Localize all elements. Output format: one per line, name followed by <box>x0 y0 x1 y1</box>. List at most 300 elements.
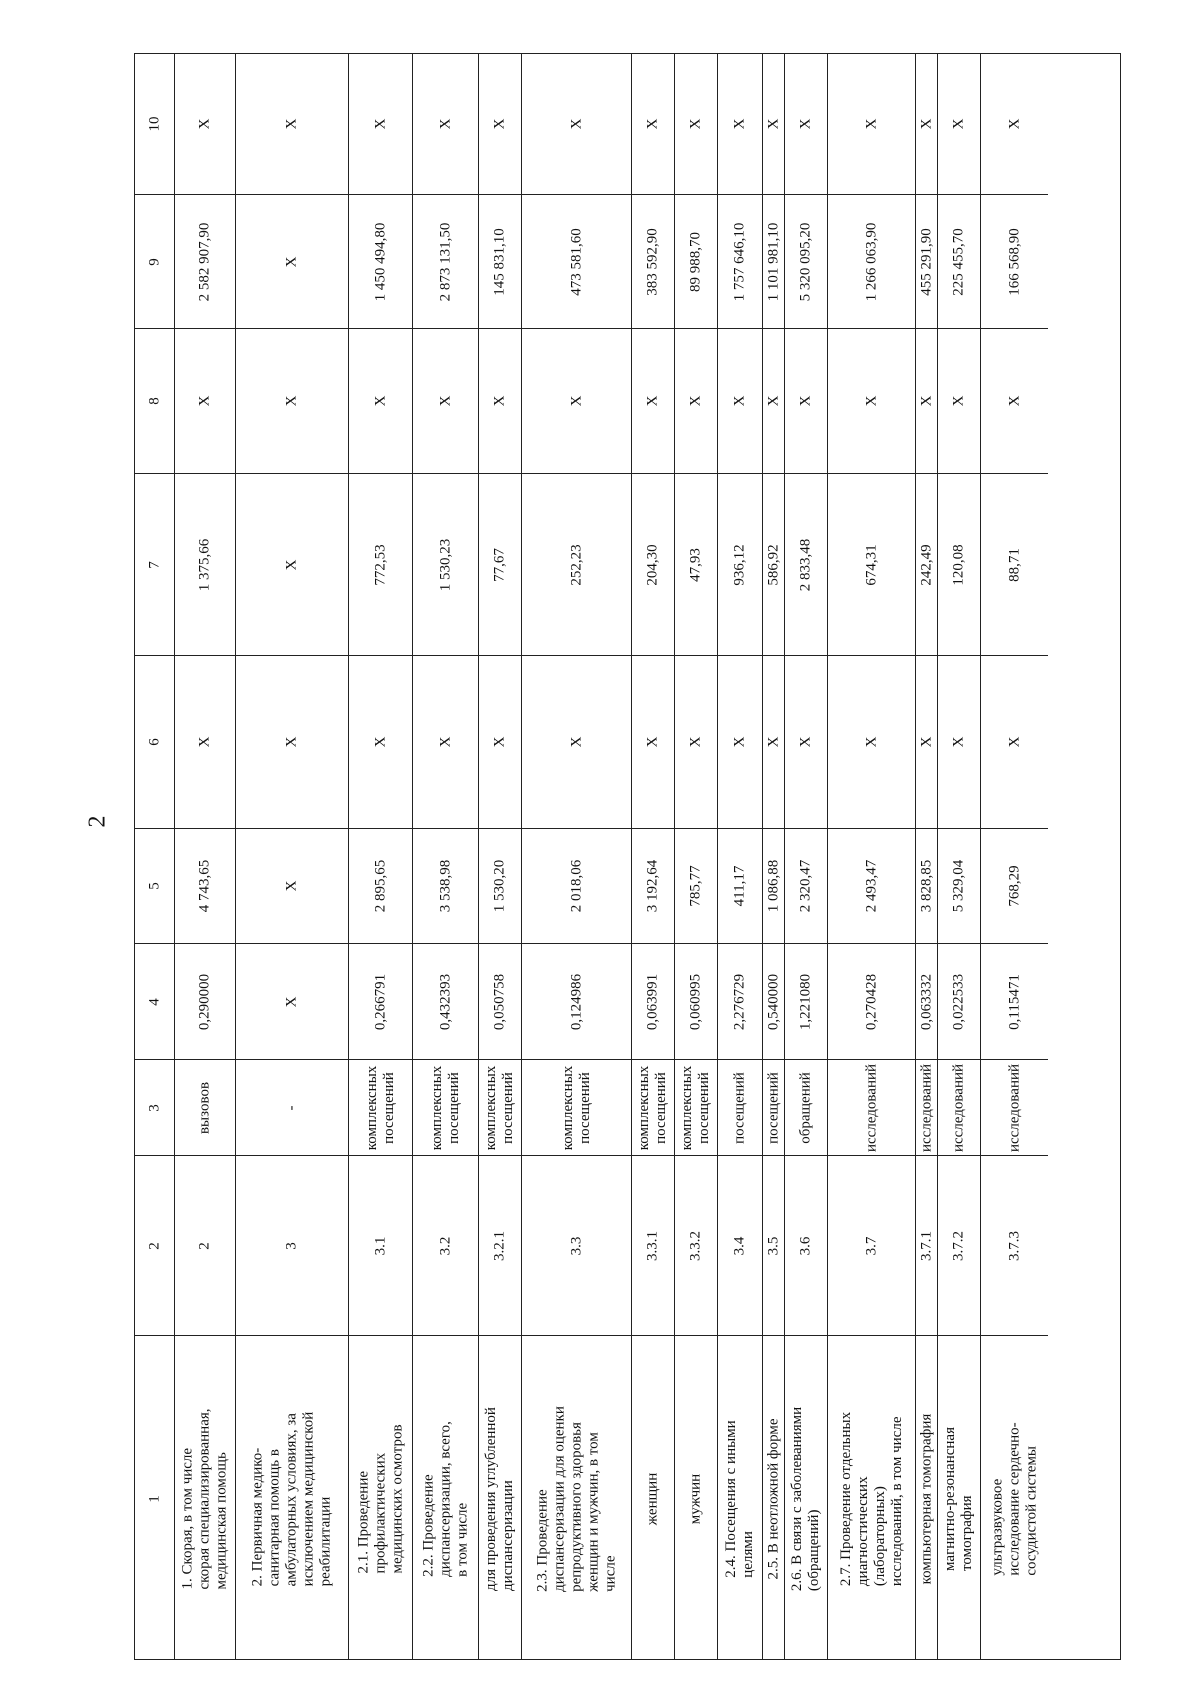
table-cell <box>828 655 915 828</box>
cell-text: 4 <box>146 997 162 1006</box>
cell-text: 2.6. В связи с заболеваниями (обращений) <box>789 1406 822 1591</box>
table-row <box>479 54 522 1659</box>
table-cell <box>135 473 174 655</box>
table-row <box>785 54 828 1659</box>
cell-text: 3.3 <box>568 1236 584 1255</box>
table-cell <box>236 194 348 328</box>
cell-text: 0,540000 <box>765 973 781 1030</box>
table-cell <box>828 328 915 473</box>
cell-text: 4 743,65 <box>196 859 213 913</box>
cell-text: 2 582 907,90 <box>196 222 213 301</box>
table-cell <box>718 1335 762 1661</box>
cell-text: 2 833,48 <box>797 538 814 591</box>
cell-text: X <box>437 118 453 130</box>
table-cell <box>785 473 827 655</box>
table-cell <box>763 655 784 828</box>
cell-text: 1 101 981,10 <box>765 222 781 301</box>
table-cell <box>785 1155 827 1335</box>
table-cell <box>916 828 937 943</box>
cell-text: 88,71 <box>1006 547 1022 582</box>
cell-text: 3.7 <box>863 1236 879 1255</box>
cell-text: X <box>765 118 781 130</box>
table-cell <box>718 328 762 473</box>
cell-text: X <box>568 395 584 407</box>
table-cell <box>479 1155 521 1335</box>
table-cell <box>522 328 631 473</box>
cell-text: 8 <box>146 397 162 405</box>
table-cell <box>828 1059 915 1155</box>
table-cell <box>763 1335 784 1661</box>
cell-text: 3 538,98 <box>437 859 453 913</box>
table-cell <box>135 1335 174 1661</box>
cell-text: комплексных посещений <box>636 1065 669 1150</box>
table-row <box>522 54 632 1659</box>
table-cell <box>413 54 478 194</box>
table-cell <box>175 943 235 1059</box>
table-cell <box>718 943 762 1059</box>
table-cell <box>675 328 717 473</box>
table-cell <box>718 473 762 655</box>
table-cell <box>828 1335 915 1661</box>
table-cell <box>175 194 235 328</box>
table-cell <box>349 54 412 194</box>
cell-text: X <box>1006 395 1022 407</box>
cell-text: 2. Первичная медико- санитарная помощь в амбулаторных условиях, за исключением медицинской реабилитации <box>249 1411 334 1586</box>
cell-text: 1,221080 <box>797 973 814 1030</box>
table-cell <box>632 828 674 943</box>
cell-text: 3 192,64 <box>644 859 661 913</box>
cell-text: 3.4 <box>731 1236 748 1255</box>
table-cell <box>763 328 784 473</box>
cell-text: 0,124986 <box>568 973 584 1030</box>
cell-text: женщин <box>644 1472 661 1525</box>
cell-text: X <box>863 395 879 407</box>
table-cell <box>522 194 631 328</box>
table-cell <box>981 655 1048 828</box>
cell-text: 2.1. Проведение профилактических медицинских осмотров <box>355 1423 405 1574</box>
cell-text: 1 530,20 <box>491 859 508 913</box>
cell-text: 6 <box>146 738 162 746</box>
cell-text: вызовов <box>196 1081 213 1134</box>
table-cell <box>763 194 784 328</box>
cell-text: 2.3. Проведение диспансеризации для оценки репродуктивного здоровья женщин и мужчин, в том числе <box>534 1405 618 1592</box>
table-cell <box>522 1059 631 1155</box>
cell-text: 1. Скорая, в том числе скорая специализированная, медицинская помощь <box>179 1407 230 1590</box>
table-cell <box>916 194 937 328</box>
cell-text: 5 <box>146 882 162 890</box>
table-cell <box>785 328 827 473</box>
table-cell <box>916 943 937 1059</box>
cell-text: X <box>1006 118 1022 130</box>
table-cell <box>981 828 1048 943</box>
table-cell <box>175 54 235 194</box>
cell-text: посещений <box>765 1071 781 1144</box>
table-cell <box>135 943 174 1059</box>
cell-text: 0,050758 <box>491 973 508 1030</box>
cell-text: X <box>196 395 213 407</box>
table-cell <box>236 943 348 1059</box>
table-cell <box>522 1155 631 1335</box>
table-cell <box>236 828 348 943</box>
cell-text: 242,49 <box>918 543 934 586</box>
table-cell <box>479 943 521 1059</box>
cell-text: 3.3.1 <box>644 1230 661 1261</box>
table-cell <box>675 1335 717 1661</box>
table-cell <box>135 828 174 943</box>
table-row <box>413 54 479 1659</box>
table-cell <box>236 328 348 473</box>
cell-text: 3.2.1 <box>491 1230 508 1261</box>
table-cell <box>763 473 784 655</box>
table-cell <box>135 54 174 194</box>
table-cell <box>479 54 521 194</box>
table-row <box>763 54 785 1659</box>
table-cell <box>938 328 980 473</box>
table-cell <box>413 655 478 828</box>
cell-text: X <box>283 996 300 1007</box>
cell-text: исследований <box>950 1063 967 1152</box>
cell-text: 0,270428 <box>863 973 879 1030</box>
cell-text: 3 828,85 <box>918 859 934 913</box>
cell-text: 2 <box>196 1241 213 1250</box>
cell-text: 3.7.1 <box>918 1230 934 1261</box>
table-cell <box>916 328 937 473</box>
cell-text: 5 320 095,20 <box>797 222 814 301</box>
cell-text: X <box>863 118 879 130</box>
cell-text: X <box>644 118 661 130</box>
cell-text: X <box>196 118 213 130</box>
table-cell <box>135 655 174 828</box>
cell-text: X <box>372 118 388 130</box>
cell-text: 3.5 <box>765 1236 781 1255</box>
cell-text: мужчин <box>687 1473 704 1524</box>
cell-text: X <box>283 395 300 407</box>
table-cell <box>785 54 827 194</box>
cell-text: X <box>372 736 388 748</box>
table-cell <box>413 328 478 473</box>
table-cell <box>718 1155 762 1335</box>
table-cell <box>675 1155 717 1335</box>
table-cell <box>175 473 235 655</box>
table-cell <box>522 943 631 1059</box>
cell-text: X <box>568 118 584 130</box>
table-cell <box>632 328 674 473</box>
table-cell <box>916 1155 937 1335</box>
cell-text: 1 757 646,10 <box>731 222 748 301</box>
table-cell <box>938 1155 980 1335</box>
table-cell <box>675 194 717 328</box>
cell-text: X <box>491 736 508 748</box>
cell-text: 0,432393 <box>437 973 453 1030</box>
cell-text: X <box>196 736 213 748</box>
table-cell <box>938 473 980 655</box>
table-cell <box>763 1059 784 1155</box>
table-row <box>828 54 916 1659</box>
table-cell <box>828 943 915 1059</box>
cell-text: X <box>1006 736 1022 748</box>
cell-text: 1 375,66 <box>196 538 213 591</box>
cell-text: 2 493,47 <box>863 859 879 913</box>
table-cell <box>718 1059 762 1155</box>
cell-text: X <box>687 736 704 748</box>
cell-text: 145 831,10 <box>491 227 508 296</box>
table-row <box>718 54 763 1659</box>
table-cell <box>413 1335 478 1661</box>
cell-text: 2 <box>146 1241 162 1250</box>
table-cell <box>175 655 235 828</box>
table-cell <box>916 54 937 194</box>
table-cell <box>785 828 827 943</box>
table-row <box>632 54 675 1659</box>
table-cell <box>479 1335 521 1661</box>
cell-text: 252,23 <box>568 543 584 586</box>
cell-text: 3.7.2 <box>950 1230 967 1261</box>
cell-text: X <box>918 736 934 748</box>
table-cell <box>175 1155 235 1335</box>
cell-text: X <box>283 880 300 892</box>
cell-text: 936,12 <box>731 543 748 586</box>
table-cell <box>916 1059 937 1155</box>
table-cell <box>413 1059 478 1155</box>
table-cell <box>675 54 717 194</box>
cell-text: 0,290000 <box>196 973 213 1030</box>
cell-text: 47,93 <box>687 547 704 582</box>
cell-text: 89 988,70 <box>687 231 704 292</box>
table-cell <box>413 943 478 1059</box>
table-cell <box>479 655 521 828</box>
table-cell <box>349 1335 412 1661</box>
cell-text: 120,08 <box>950 543 967 586</box>
table-cell <box>981 1059 1048 1155</box>
table-cell <box>632 1335 674 1661</box>
table-cell <box>763 54 784 194</box>
cell-text: для проведения углубленной диспансеризации <box>483 1406 516 1591</box>
table-cell <box>479 1059 521 1155</box>
cell-text: 586,92 <box>765 543 781 586</box>
cell-text: 2,276729 <box>731 973 748 1030</box>
cell-text: 166 568,90 <box>1006 227 1022 296</box>
cell-text: компьютерная томография <box>918 1413 934 1584</box>
cell-text: 3 <box>283 1241 300 1250</box>
cell-text: 674,31 <box>863 543 879 586</box>
cell-text: 785,77 <box>687 865 704 907</box>
table-row <box>175 54 236 1659</box>
cell-text: X <box>437 736 453 748</box>
table-cell <box>632 194 674 328</box>
cell-text: исследований <box>1006 1063 1022 1152</box>
cell-text: X <box>950 395 967 407</box>
cell-text: исследований <box>863 1063 879 1152</box>
table-cell <box>413 1155 478 1335</box>
table-cell <box>981 194 1048 328</box>
cell-text: X <box>491 118 508 130</box>
table-cell <box>675 655 717 828</box>
table-cell <box>135 328 174 473</box>
cell-text: 3.3.2 <box>687 1230 704 1261</box>
table-cell <box>522 54 631 194</box>
cell-text: X <box>797 395 814 407</box>
cell-text: 0,115471 <box>1006 973 1022 1030</box>
table-cell <box>349 1155 412 1335</box>
table-row <box>236 54 349 1659</box>
table-cell <box>413 194 478 328</box>
table-cell <box>632 1059 674 1155</box>
cell-text: магнитно-резонансная томография <box>942 1426 975 1571</box>
cell-text: 1 530,23 <box>437 538 453 591</box>
table-cell <box>135 1059 174 1155</box>
table-row <box>349 54 413 1659</box>
table-cell <box>479 328 521 473</box>
table-cell <box>236 1155 348 1335</box>
table-cell <box>981 1155 1048 1335</box>
cell-text: X <box>372 395 388 407</box>
table-cell <box>236 1059 348 1155</box>
table-cell <box>675 943 717 1059</box>
cell-text: X <box>765 395 781 407</box>
table-cell <box>763 828 784 943</box>
table-cell <box>981 473 1048 655</box>
table-cell <box>828 194 915 328</box>
table-cell <box>828 828 915 943</box>
table-cell <box>479 473 521 655</box>
table-cell <box>785 943 827 1059</box>
table-cell <box>349 328 412 473</box>
table-cell <box>785 655 827 828</box>
cell-text: 3.2 <box>437 1236 453 1255</box>
table-cell <box>938 655 980 828</box>
cell-text: 0,063332 <box>918 973 934 1030</box>
table-cell <box>763 1155 784 1335</box>
table-cell <box>413 828 478 943</box>
cell-text: комплексных посещений <box>483 1065 516 1150</box>
table-cell <box>135 1155 174 1335</box>
cell-text: комплексных посещений <box>679 1065 712 1150</box>
table-row <box>981 54 1048 1659</box>
cell-text: 9 <box>146 257 162 266</box>
table-cell <box>916 1335 937 1661</box>
table-row <box>916 54 938 1659</box>
cell-text: 768,29 <box>1006 865 1022 907</box>
cell-text: X <box>491 395 508 407</box>
table-cell <box>236 54 348 194</box>
table-cell <box>349 943 412 1059</box>
table-cell <box>632 1155 674 1335</box>
table-row <box>675 54 718 1659</box>
cell-text: 3.6 <box>797 1236 814 1255</box>
table-cell <box>632 54 674 194</box>
table-cell <box>675 828 717 943</box>
table-cell <box>718 828 762 943</box>
table-cell <box>349 1059 412 1155</box>
cell-text: X <box>568 736 584 748</box>
cell-text: 3.1 <box>372 1236 388 1255</box>
table-cell <box>175 1059 235 1155</box>
table-cell <box>828 1155 915 1335</box>
cell-text: обращений <box>797 1071 814 1144</box>
table-cell <box>718 54 762 194</box>
cell-text: 455 291,90 <box>918 227 934 296</box>
cell-text: комплексных посещений <box>428 1065 462 1150</box>
table-cell <box>938 828 980 943</box>
table-cell <box>349 655 412 828</box>
table-cell <box>916 473 937 655</box>
cell-text: X <box>283 736 300 748</box>
table-cell <box>632 943 674 1059</box>
table-cell <box>675 473 717 655</box>
table-cell <box>175 328 235 473</box>
cell-text: 0,063991 <box>644 973 661 1030</box>
page-number: 2 <box>84 815 111 828</box>
cell-text: X <box>283 559 300 570</box>
cell-text: X <box>644 395 661 407</box>
table-cell <box>522 1335 631 1661</box>
table-cell <box>479 828 521 943</box>
cell-text: X <box>283 118 300 130</box>
table-cell <box>522 473 631 655</box>
table-cell <box>135 194 174 328</box>
table-cell <box>938 1335 980 1661</box>
cell-text: X <box>918 118 934 130</box>
table-cell <box>785 1059 827 1155</box>
cell-text: X <box>687 118 704 130</box>
cell-text: 411,17 <box>731 865 748 907</box>
table-cell <box>632 473 674 655</box>
cell-text: 383 592,90 <box>644 227 661 296</box>
table-cell <box>718 194 762 328</box>
table-cell <box>718 655 762 828</box>
cell-text: 2.4. Посещения с иными целями <box>723 1419 756 1578</box>
table-cell <box>785 1335 827 1661</box>
cell-text: посещений <box>731 1071 748 1144</box>
table-cell <box>981 328 1048 473</box>
cell-text: X <box>950 118 967 130</box>
cell-text: 1 086,88 <box>765 859 781 913</box>
cell-text: 0,266791 <box>372 973 388 1030</box>
cell-text: 2 895,65 <box>372 859 388 913</box>
cell-text: X <box>437 395 453 407</box>
table-cell <box>349 828 412 943</box>
table-cell <box>828 473 915 655</box>
table-row <box>938 54 981 1659</box>
cell-text: X <box>687 395 704 407</box>
cell-text: 225 455,70 <box>950 227 967 296</box>
table-cell <box>175 1335 235 1661</box>
cell-text: 10 <box>146 116 162 132</box>
table-cell <box>522 655 631 828</box>
table-cell <box>981 943 1048 1059</box>
cell-text: 3.7.3 <box>1006 1230 1022 1261</box>
cell-text: 1 450 494,80 <box>372 222 388 301</box>
cell-text: 473 581,60 <box>568 227 584 296</box>
cell-text: 2.2. Проведение диспансеризации, всего, в том числе <box>420 1420 470 1577</box>
cell-text: 2 018,06 <box>568 859 584 913</box>
cell-text: 3 <box>146 1103 162 1112</box>
cell-text: X <box>644 736 661 748</box>
table-cell <box>938 1059 980 1155</box>
table-cell <box>632 655 674 828</box>
cell-text: X <box>797 118 814 130</box>
table-cell <box>938 194 980 328</box>
cell-text: X <box>731 395 748 407</box>
table-cell <box>413 473 478 655</box>
cell-text: X <box>731 118 748 130</box>
cell-text: исследований <box>918 1063 934 1152</box>
cell-text: 2 320,47 <box>797 859 814 913</box>
cell-text: - <box>283 1105 300 1110</box>
cell-text: X <box>765 736 781 748</box>
cell-text: X <box>731 736 748 748</box>
table-cell <box>236 655 348 828</box>
